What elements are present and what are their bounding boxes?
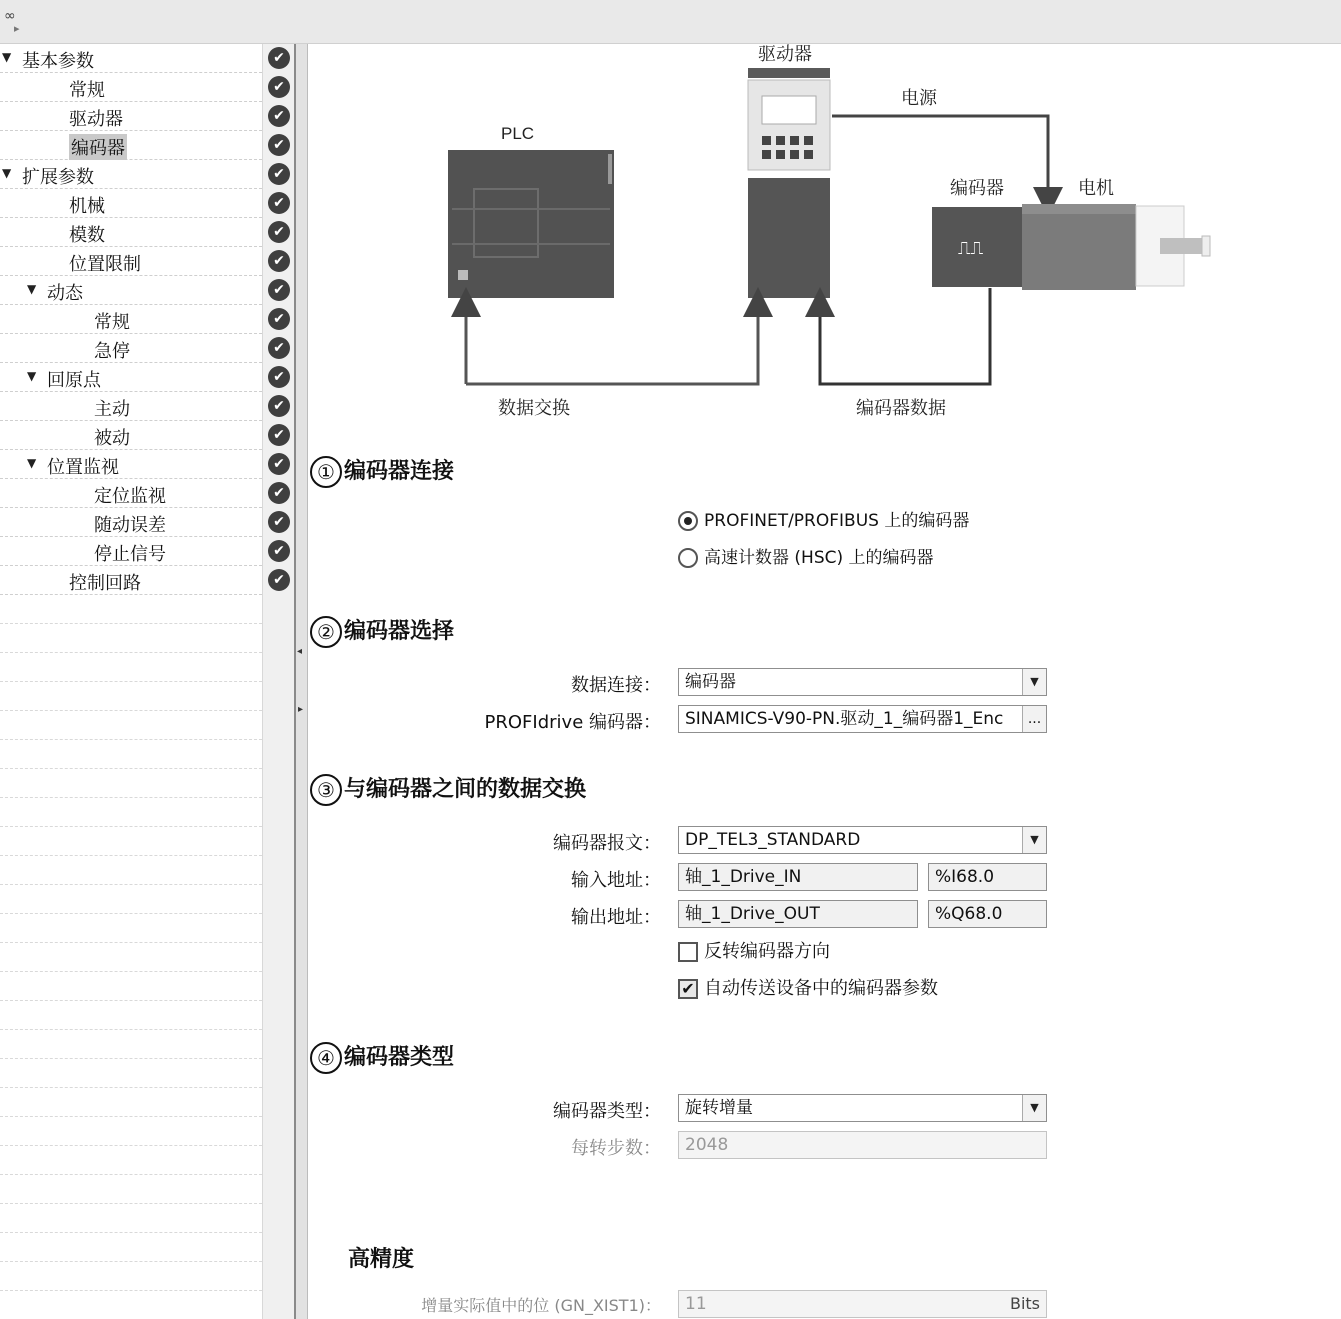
glasses-icon[interactable]: ∞ bbox=[4, 8, 16, 24]
encoder-data-label: 编码器数据 bbox=[856, 398, 946, 419]
tree-item-label: 停止信号 bbox=[94, 544, 166, 565]
output-tag-field[interactable]: 轴_1_Drive_OUT bbox=[678, 900, 918, 928]
tree-item[interactable] bbox=[0, 363, 262, 392]
expand-triangle-icon[interactable]: ▼ bbox=[2, 50, 12, 64]
tree-item[interactable] bbox=[0, 421, 262, 450]
tree-empty-row bbox=[0, 885, 262, 914]
profidrive-encoder-label: PROFIdrive 编码器： bbox=[484, 712, 661, 733]
tree-item[interactable] bbox=[0, 218, 262, 247]
tree-empty-row bbox=[0, 914, 262, 943]
tree-empty-row bbox=[0, 943, 262, 972]
radio-label: 高速计数器 (HSC) 上的编码器 bbox=[704, 548, 934, 568]
profidrive-encoder-field[interactable] bbox=[678, 705, 1047, 733]
tree-empty-row bbox=[0, 856, 262, 885]
tree-item-label: 随动误差 bbox=[94, 515, 166, 536]
tree-item[interactable] bbox=[0, 44, 262, 73]
tree-empty-row bbox=[0, 1262, 262, 1291]
check-complete-icon: ✔ bbox=[268, 250, 290, 272]
check-complete-icon: ✔ bbox=[268, 337, 290, 359]
tree-empty-row bbox=[0, 1001, 262, 1030]
tree-empty-row bbox=[0, 624, 262, 653]
check-complete-icon: ✔ bbox=[268, 192, 290, 214]
encoder-type-label: 编码器类型： bbox=[553, 1101, 661, 1122]
tree-item[interactable] bbox=[0, 305, 262, 334]
encoder-settings-panel bbox=[317, 44, 1341, 1319]
tree-empty-row bbox=[0, 1233, 262, 1262]
tree-empty-row bbox=[0, 769, 262, 798]
invert-direction-option[interactable] bbox=[678, 937, 830, 963]
tree-item[interactable] bbox=[0, 392, 262, 421]
section-encoder-connection bbox=[310, 454, 454, 488]
check-complete-icon: ✔ bbox=[268, 540, 290, 562]
radio-label: PROFINET/PROFIBUS 上的编码器 bbox=[704, 511, 970, 531]
dropdown-value: 编码器 bbox=[685, 672, 736, 692]
tree-item[interactable] bbox=[0, 479, 262, 508]
plc-label: PLC bbox=[501, 124, 535, 143]
input-address-field[interactable]: %I68.0 bbox=[928, 863, 1047, 891]
tree-item-label: 控制回路 bbox=[69, 573, 141, 594]
dropdown-value: DP_TEL3_STANDARD bbox=[685, 830, 861, 850]
radio-hsc-encoder[interactable] bbox=[678, 543, 934, 568]
tree-empty-row bbox=[0, 711, 262, 740]
check-complete-icon: ✔ bbox=[268, 366, 290, 388]
check-complete-icon: ✔ bbox=[268, 395, 290, 417]
expand-arrow-icon[interactable]: ▸ bbox=[14, 22, 20, 35]
radio-button[interactable] bbox=[678, 511, 698, 531]
section-number: ③ bbox=[310, 774, 342, 806]
tree-item-label: 驱动器 bbox=[69, 109, 123, 130]
tree-item-label: 机械 bbox=[69, 196, 105, 217]
check-complete-icon: ✔ bbox=[268, 569, 290, 591]
section-title: 编码器类型 bbox=[344, 1045, 455, 1070]
status-column bbox=[262, 44, 294, 1319]
chevron-down-icon[interactable]: ▼ bbox=[1022, 669, 1046, 695]
auto-transfer-checkbox[interactable]: ✔ bbox=[678, 979, 698, 999]
drive-device bbox=[748, 68, 830, 298]
tree-item[interactable] bbox=[0, 73, 262, 102]
tree-item-label: 基本参数 bbox=[22, 51, 94, 72]
section-number: ② bbox=[310, 616, 342, 648]
high-precision-title: 高精度 bbox=[348, 1247, 415, 1272]
tree-item[interactable] bbox=[0, 189, 262, 218]
expand-triangle-icon[interactable]: ▼ bbox=[27, 456, 37, 470]
section-title: 编码器选择 bbox=[344, 619, 455, 644]
tree-empty-row bbox=[0, 1175, 262, 1204]
output-address-field[interactable]: %Q68.0 bbox=[928, 900, 1047, 928]
radio-profinet-encoder[interactable] bbox=[678, 506, 969, 531]
section-encoder-type bbox=[310, 1040, 454, 1074]
tree-item-label: 常规 bbox=[69, 80, 105, 101]
encoder-type-dropdown[interactable] bbox=[678, 1094, 1047, 1122]
section-number: ④ bbox=[310, 1042, 342, 1074]
tree-item-label: 急停 bbox=[94, 341, 130, 362]
check-complete-icon: ✔ bbox=[268, 424, 290, 446]
tree-empty-row bbox=[0, 1146, 262, 1175]
tree-item-label: 位置限制 bbox=[69, 254, 141, 275]
tree-item[interactable] bbox=[0, 247, 262, 276]
dropdown-value: 旋转增量 bbox=[685, 1098, 753, 1118]
chevron-down-icon[interactable]: ▼ bbox=[1022, 827, 1046, 853]
tree-empty-row bbox=[0, 1291, 262, 1319]
tree-empty-row bbox=[0, 827, 262, 856]
telegram-label: 编码器报文： bbox=[553, 833, 661, 854]
encoder-device bbox=[932, 207, 1022, 287]
tree-item[interactable] bbox=[0, 334, 262, 363]
check-complete-icon: ✔ bbox=[268, 76, 290, 98]
tree-empty-row bbox=[0, 653, 262, 682]
auto-transfer-option[interactable] bbox=[678, 974, 938, 1000]
plc-device bbox=[448, 150, 614, 298]
expand-triangle-icon[interactable]: ▼ bbox=[2, 166, 12, 180]
expand-triangle-icon[interactable]: ▼ bbox=[27, 369, 37, 383]
motor-device bbox=[1022, 204, 1210, 290]
data-exchange-label: 数据交换 bbox=[498, 398, 570, 419]
tree-empty-row bbox=[0, 1059, 262, 1088]
check-complete-icon: ✔ bbox=[268, 279, 290, 301]
tree-empty-row bbox=[0, 972, 262, 1001]
check-complete-icon: ✔ bbox=[268, 163, 290, 185]
bits-unit: Bits bbox=[1009, 1294, 1040, 1313]
tree-item[interactable] bbox=[0, 102, 262, 131]
section-title: 与编码器之间的数据交换 bbox=[344, 777, 587, 802]
steps-per-rev-field: 2048 bbox=[678, 1131, 1047, 1159]
section-encoder-selection bbox=[310, 614, 454, 648]
checkbox-label: 自动传送设备中的编码器参数 bbox=[704, 978, 938, 999]
check-complete-icon: ✔ bbox=[268, 453, 290, 475]
tree-item[interactable] bbox=[0, 566, 262, 595]
check-complete-icon: ✔ bbox=[268, 308, 290, 330]
chevron-down-icon[interactable]: ▼ bbox=[1022, 1095, 1046, 1121]
tree-item[interactable] bbox=[0, 160, 262, 189]
checkbox-label: 反转编码器方向 bbox=[704, 941, 830, 962]
tree-item-label: 定位监视 bbox=[94, 486, 166, 507]
section-data-exchange bbox=[310, 772, 586, 806]
tree-item-label: 编码器 bbox=[69, 134, 127, 160]
section-title: 编码器连接 bbox=[344, 459, 455, 484]
field-value: SINAMICS-V90-PN.驱动_1_编码器1_Enc bbox=[685, 709, 1004, 729]
encoder-connection-diagram bbox=[326, 44, 1341, 444]
navigation-tree bbox=[0, 44, 262, 1319]
tree-item[interactable] bbox=[0, 537, 262, 566]
tree-item[interactable] bbox=[0, 508, 262, 537]
encoder-label: 编码器 bbox=[950, 178, 1004, 199]
check-complete-icon: ✔ bbox=[268, 482, 290, 504]
panel-splitter[interactable] bbox=[294, 44, 308, 1319]
tree-item-label: 被动 bbox=[94, 428, 130, 449]
check-complete-icon: ✔ bbox=[268, 221, 290, 243]
tree-empty-row bbox=[0, 1088, 262, 1117]
collapse-left-icon[interactable]: ◂ bbox=[297, 646, 303, 657]
input-address-label: 输入地址： bbox=[571, 870, 661, 891]
check-complete-icon: ✔ bbox=[268, 511, 290, 533]
browse-button[interactable]: ... bbox=[1022, 706, 1046, 732]
tree-empty-row bbox=[0, 1204, 262, 1233]
output-address-label: 输出地址： bbox=[571, 907, 661, 928]
radio-button[interactable] bbox=[678, 548, 698, 568]
tree-item-label: 常规 bbox=[94, 312, 130, 333]
tree-empty-row bbox=[0, 595, 262, 624]
invert-direction-checkbox[interactable] bbox=[678, 942, 698, 962]
tree-item[interactable] bbox=[0, 276, 262, 305]
drive-label: 驱动器 bbox=[758, 44, 812, 65]
tree-empty-row bbox=[0, 1117, 262, 1146]
check-complete-icon: ✔ bbox=[268, 47, 290, 69]
tree-empty-row bbox=[0, 682, 262, 711]
check-complete-icon: ✔ bbox=[268, 105, 290, 127]
tree-item[interactable] bbox=[0, 450, 262, 479]
tree-item[interactable] bbox=[0, 131, 262, 160]
bits-field bbox=[678, 1290, 1047, 1318]
tree-item-label: 主动 bbox=[94, 399, 130, 420]
motor-label: 电机 bbox=[1078, 178, 1114, 199]
section-number: ① bbox=[310, 456, 342, 488]
check-complete-icon: ✔ bbox=[268, 134, 290, 156]
tree-empty-row bbox=[0, 1030, 262, 1059]
expand-right-icon[interactable]: ▸ bbox=[298, 704, 304, 715]
data-connection-dropdown[interactable] bbox=[678, 668, 1047, 696]
encoder-pulse-symbol: ⎍⎍ bbox=[958, 238, 984, 259]
bits-label: 增量实际值中的位 (GN_XIST1)： bbox=[421, 1296, 661, 1315]
tree-item-label: 位置监视 bbox=[47, 457, 119, 478]
power-label: 电源 bbox=[901, 88, 937, 109]
input-tag-field[interactable]: 轴_1_Drive_IN bbox=[678, 863, 918, 891]
tree-empty-row bbox=[0, 798, 262, 827]
data-connection-label: 数据连接： bbox=[571, 675, 661, 696]
expand-triangle-icon[interactable]: ▼ bbox=[27, 282, 37, 296]
steps-per-rev-label: 每转步数： bbox=[571, 1138, 661, 1159]
tree-item-label: 扩展参数 bbox=[22, 167, 94, 188]
tree-empty-row bbox=[0, 740, 262, 769]
field-value: 11 bbox=[685, 1294, 707, 1314]
tree-item-label: 回原点 bbox=[47, 370, 101, 391]
telegram-dropdown[interactable] bbox=[678, 826, 1047, 854]
toolbar bbox=[0, 0, 1341, 44]
tree-item-label: 动态 bbox=[47, 283, 83, 304]
tree-item-label: 模数 bbox=[69, 225, 105, 246]
